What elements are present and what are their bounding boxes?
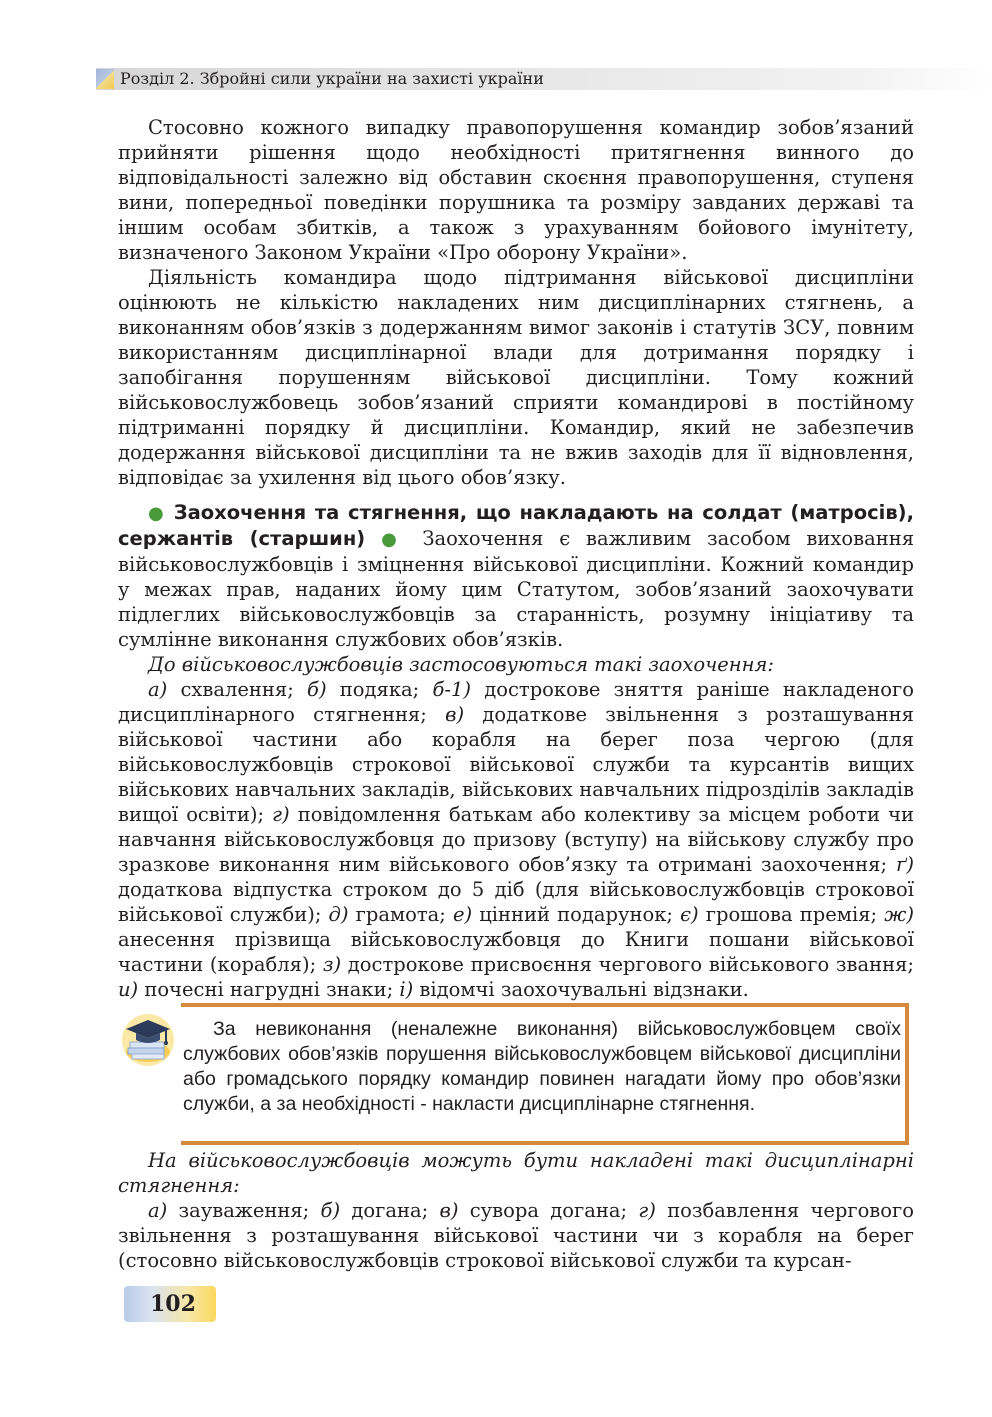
list-item: додаткова відпустка строком до 5 діб (для військовослужбовців строкової військової служби); — [118, 878, 914, 926]
list-item: позбавлення чергового звільнення з розташування військової частини чи з корабля на берег (стосовно військовослужбовців строкової військової служби та курсан- — [118, 1199, 914, 1272]
list-mark: б-1) — [432, 678, 471, 701]
list-mark: і) — [399, 978, 414, 1001]
list-mark: б) — [307, 678, 327, 701]
list-mark: г) — [638, 1199, 656, 1222]
paragraph-responsibility: Стосовно кожного випадку правопорушення командир зобов’язаний прийняти рішення щодо необхідності притягнення винного до відповідальності залежно від обставин скоєння правопорушення, ступеня вини, попередньої поведінки порушника та розміру завданих державі та іншим особам збитків, а також з урахуванням бойового імунітету, визначеного Законом України «Про оборону України». — [118, 116, 914, 264]
green-bullet-icon: ● — [148, 503, 166, 524]
list-mark: г) — [272, 803, 290, 826]
penalties-list — [118, 1198, 914, 1273]
list-item: почесні нагрудні знаки; — [138, 978, 400, 1001]
running-header-title: Розділ 2. Збройні сили україни на захисті україни — [120, 69, 544, 88]
section-heading: Заохочення та стягнення, що накладають на солдат (матросів), сержантів (старшин) — [118, 501, 914, 550]
list-item: дострокове зняття раніше накладеного дисциплінарного стягнення; — [118, 678, 914, 726]
list-item: догана; — [340, 1199, 440, 1222]
list-item: грамота; — [348, 903, 453, 926]
list-mark: б) — [320, 1199, 341, 1222]
list-mark: з) — [322, 953, 342, 976]
note-callout — [183, 1017, 901, 1117]
paragraph-rewards-section — [118, 500, 914, 652]
list-mark: ж) — [884, 903, 914, 926]
green-bullet-icon: ● — [381, 529, 407, 550]
list-mark: д) — [328, 903, 349, 926]
list-item: грошова премія; — [698, 903, 885, 926]
list-item: відомчі заохочувальні відзнаки. — [413, 978, 749, 1001]
section-body: Заохочення є важливим засобом виховання військовослужбовців і зміцнення військової дисципліни. Кожний командир у межах прав, наданих йому цим Статутом, зобов’язаний заохочувати підлеглих військовослужбовців за старанність, розумну ініціативу та сумлінне виконання службових обов’язків. — [118, 527, 914, 651]
header-corner-mark — [96, 69, 114, 89]
list-mark: е) — [452, 903, 473, 926]
list-item: схвалення; — [167, 678, 308, 701]
note-text: За невиконання (неналежне виконання) військовослужбовцем своїх службових обов’язків порушення військовослужбовцем військової дисципліни або громадського порядку командир повинен нагадати йому про обов’язки служби, а за необхідності - накласти дисциплінарне стягнення. — [183, 1018, 901, 1115]
list-item: сувора догана; — [458, 1199, 639, 1222]
paragraph-commander-activity: Діяльність командира щодо підтримання військової дисципліни оцінюють не кількістю накладених ним дисциплінарних стягнень, а виконанням обов’язків з додержанням вимог законів і статутів ЗСУ, повним використанням дисциплінарної влади для дотримання порядку і запобігання порушенням військової дисципліни. Тому кожний військовослужбовець зобов’язаний сприяти командирові в постійному підтриманні порядку й дисципліни. Командир, який не забезпечив додержання військової дисципліни та не вжив заходів для її відновлення, відповідає за ухилення від цього обов’язку. — [118, 266, 914, 489]
main-text — [118, 115, 914, 1002]
list-mark: а) — [148, 1199, 168, 1222]
list-item: зауваження; — [167, 1199, 321, 1222]
list-item: повідомлення батькам або колективу за місцем роботи чи навчання військовослужбовця до призову (вступу) на військову службу про зразкове виконання ним військового обов’язку та отримані заохочення; — [118, 803, 914, 876]
list-item: анесення прізвища військовослужбовця до Книги пошани військової частини (корабля); — [118, 928, 914, 976]
list-item: додаткове звільнення з розташування військової частини або корабля на берег поза чергою (для військовослужбовців строкової військової служби та курсантів вищих військових навчальних закладів, військових навчальних підрозділів закладів вищої освіти); — [118, 703, 914, 826]
list-mark: в) — [445, 703, 465, 726]
graduation-cap-books-icon — [118, 1012, 178, 1072]
list-mark: и) — [118, 978, 139, 1001]
main-text-continued — [118, 1148, 914, 1273]
list-mark: ґ) — [896, 853, 914, 876]
page-number: 102 — [150, 1291, 196, 1317]
rewards-list-intro: До військовослужбовців застосовуються такі заохочення: — [148, 653, 774, 676]
list-item: цінний подарунок; — [472, 903, 681, 926]
list-mark: в) — [439, 1199, 459, 1222]
list-mark: а) — [148, 678, 168, 701]
rewards-list — [118, 677, 914, 1002]
list-item: подяка; — [326, 678, 433, 701]
penalties-list-intro: На військовослужбовців можуть бути накладені такі дисциплінарні стягнення: — [118, 1149, 914, 1197]
list-item: дострокове присвоєння чергового військового звання; — [341, 953, 914, 976]
list-mark: є) — [680, 903, 699, 926]
